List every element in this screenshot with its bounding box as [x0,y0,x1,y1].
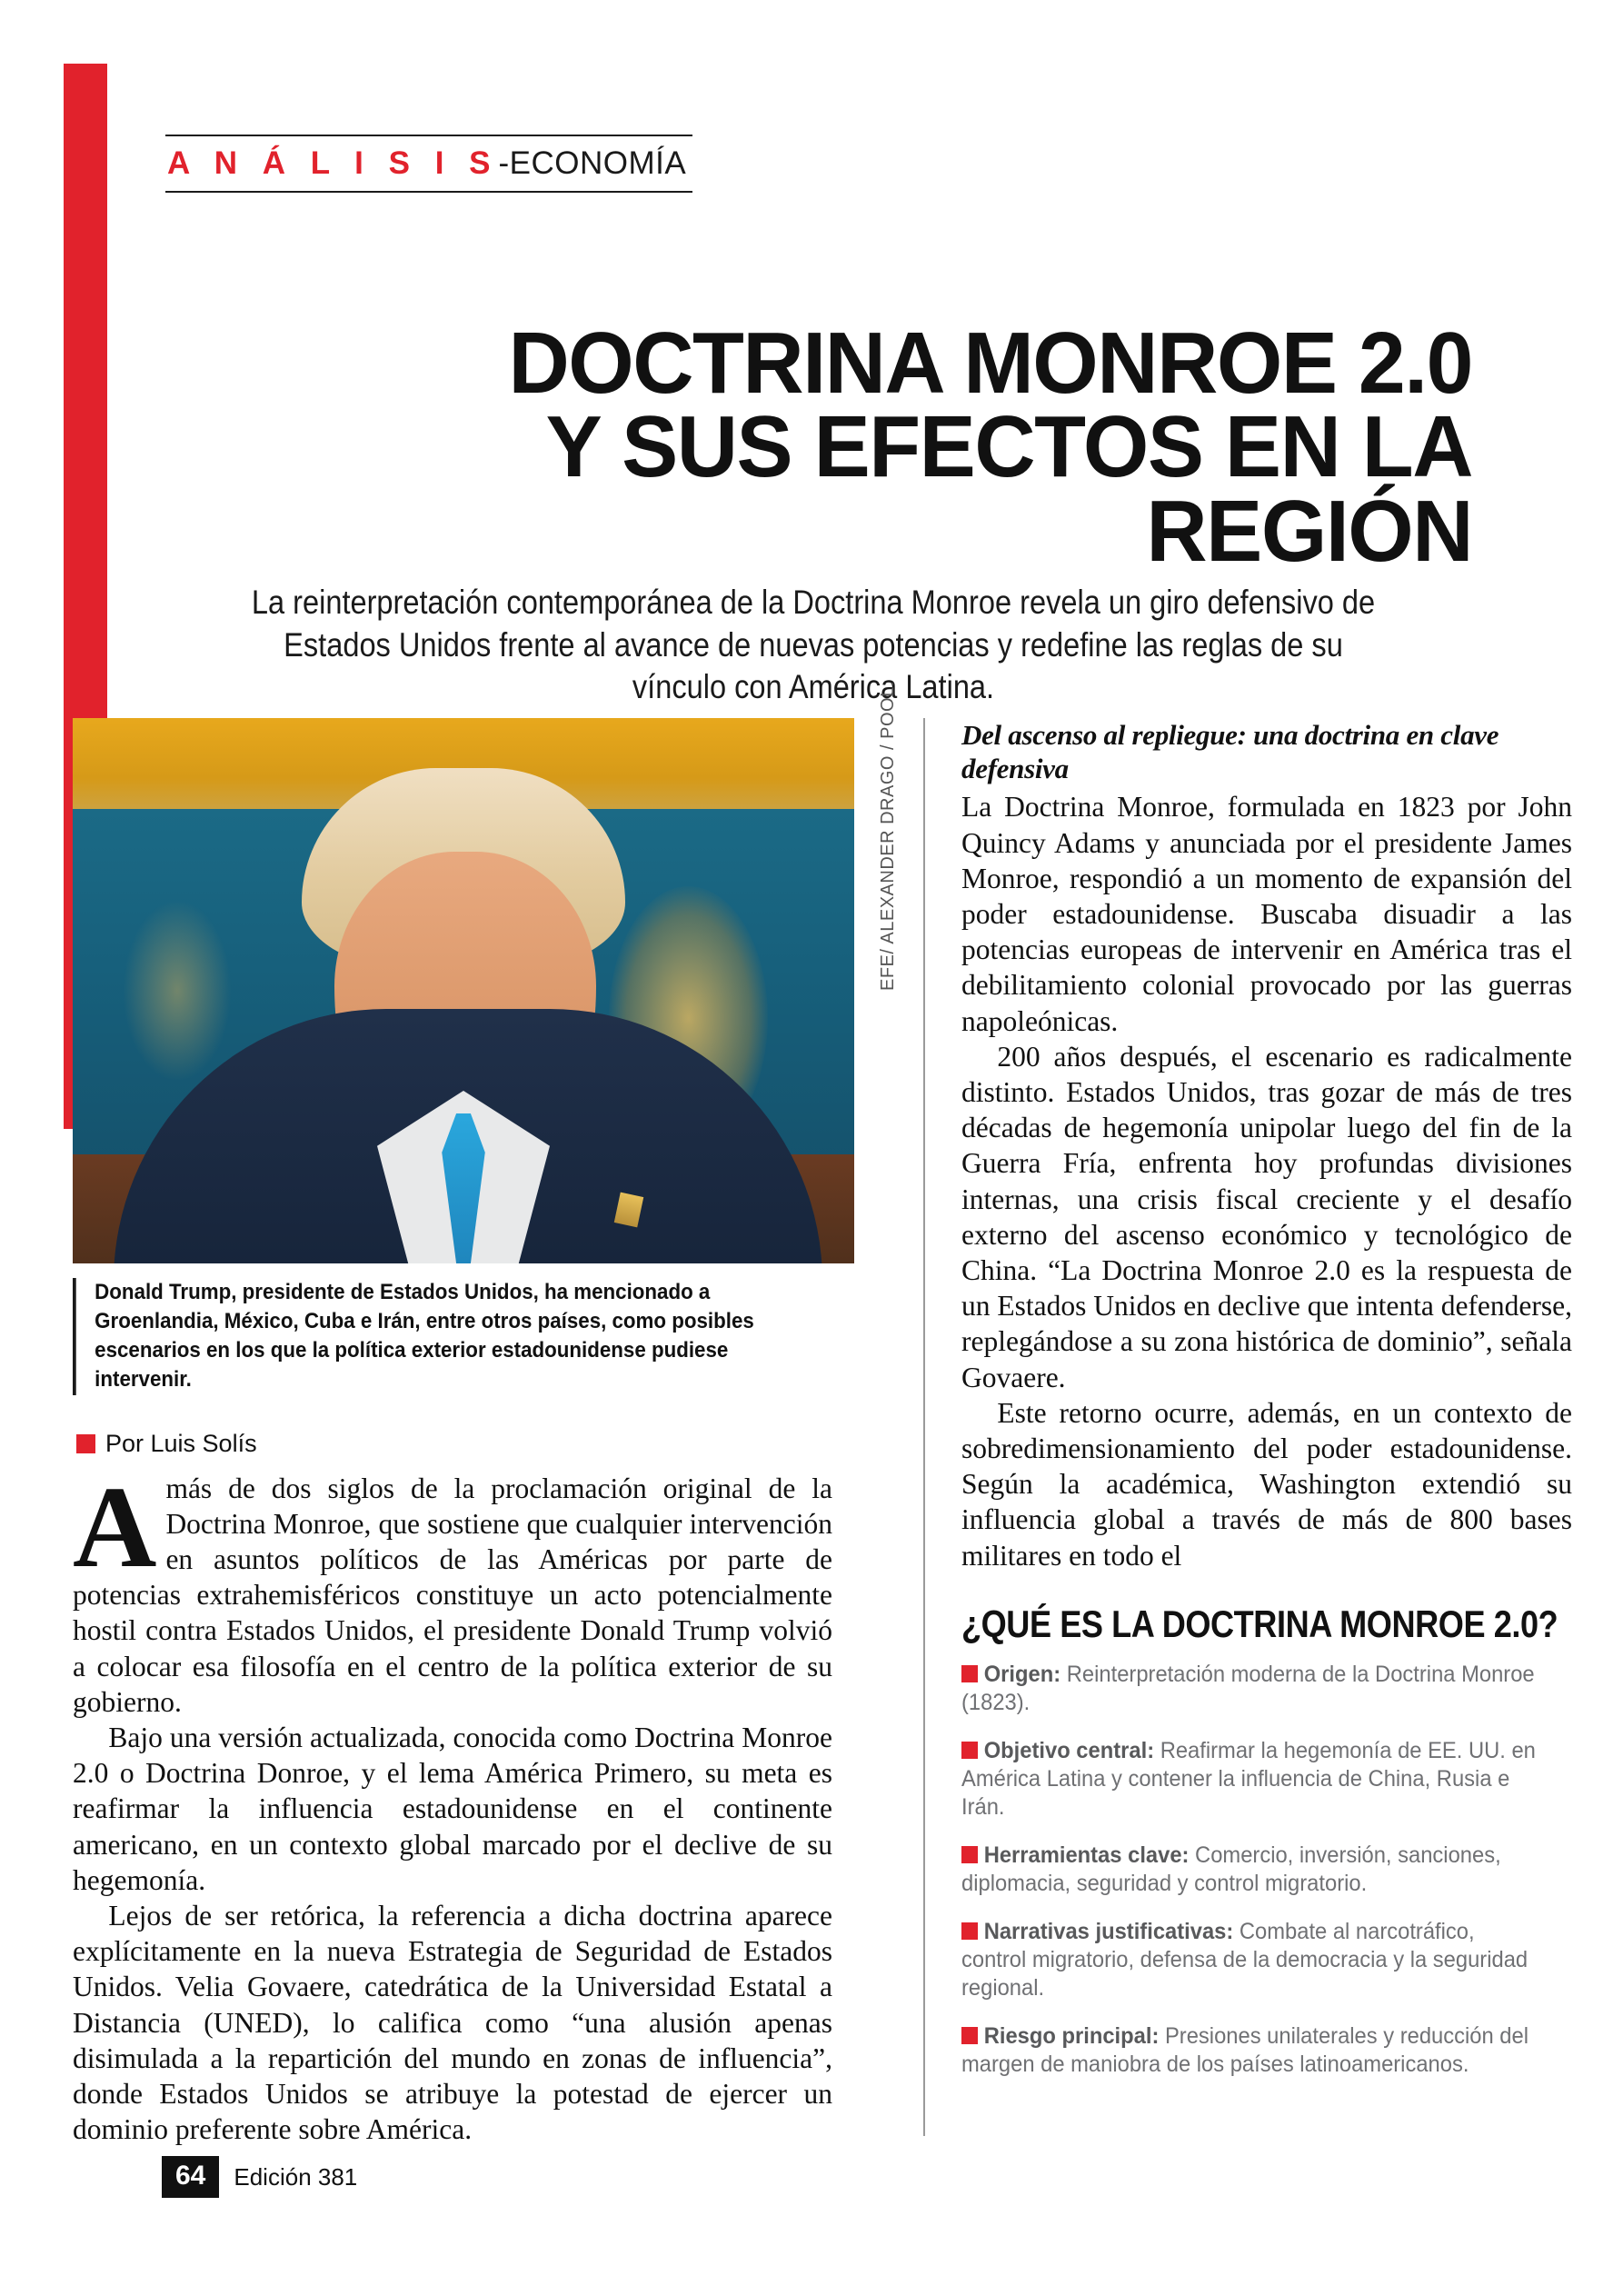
paragraph: Amás de dos siglos de la proclamación original de la Doctrina Monroe, que sostiene que cualquier intervención en asuntos políticos de las Américas por parte de potencias extrahemisféricos constituye un acto potencialmente hostil contra Estados Unidos, el presidente Donald Trump volvió a colocar esa filosofía en el centro de la política exterior de su gobierno. [73,1462,832,1718]
paragraph: Bajo una versión actualizada, conocida como Doctrina Monroe 2.0 o Doctrina Donroe, y el lema América Primero, su meta es reafirmar la influencia estadounidense en el continente americano, en un contexto global marcado por el declive de su hegemonía. [73,1722,832,1896]
sidebar-item [961,2022,1541,2079]
sidebar-item-text: Presiones unilaterales y reducción del margen de maniobra de los países latinoamericanos. [961,2022,1528,2077]
sidebar-item-text: Reafirmar la hegemonía de EE. UU. en América Latina y contener la influencia de China, Rusia e Irán. [961,1737,1536,1820]
article-photo [73,718,854,1263]
paragraph: La Doctrina Monroe, formulada en 1823 por John Quincy Adams y anunciada por el presidente James Monroe, respondió a un momento de expansión del poder estadounidense. Buscaba disuadir a las potencias europeas de intervenir en América tras el debilitamiento colonial provocado por las guerras napoleónicas. [961,791,1572,1037]
photo-bg-seal-left [123,900,232,1082]
red-square-icon [961,1665,978,1682]
right-column [961,718,1572,2099]
red-square-icon [961,2027,978,2044]
sidebar-item-text: Reinterpretación moderna de la Doctrina Monroe (1823). [961,1661,1535,1715]
page-number: 64 [162,2156,219,2198]
byline-author: Por Luis Solís [105,1429,257,1457]
left-column-body [73,1462,832,2148]
edition-label: Edición 381 [234,2162,358,2191]
red-square-icon [961,1846,978,1863]
left-column [73,681,900,2147]
byline [73,1430,900,1458]
sidebar-item-label: Origen: [983,1661,1061,1687]
sidebar-item-label: Riesgo principal: [983,2022,1160,2049]
headline-line-3: REGIÓN [1146,482,1472,580]
kicker-label-economia: -ECONOMÍA [498,145,687,181]
sidebar-title: ¿QUÉ ES LA DOCTRINA MONROE 2.0? [961,1602,1558,1645]
kicker-label-analisis: A N Á L I S I S [167,145,499,181]
page-footer [162,2156,357,2198]
sidebar-item-text: Comercio, inversión, sanciones, diplomacia, seguridad y control migratorio. [961,1842,1501,1896]
sidebar-item [961,1842,1541,1898]
photo-block [73,681,900,1263]
sidebar-box [961,1604,1572,2079]
headline-line-2: Y SUS EFECTOS EN LA [545,398,1472,496]
kicker-text [165,136,692,187]
red-square-icon [961,1922,978,1940]
column-divider [923,718,925,2136]
sidebar-item [961,1737,1541,1822]
sidebar-item-label: Objetivo central: [983,1737,1155,1763]
article-deck: La reinterpretación contemporánea de la Doctrina Monroe revela un giro defensivo de Estados Unidos frente al avance de nuevas potencias y redefine las reglas de su vínculo con América Latina. [251,584,1376,706]
right-column-body [961,789,1572,1572]
sidebar-item [961,1918,1541,2002]
section-kicker [165,135,692,193]
section-subhead: Del ascenso al repliegue: una doctrina en clave defensiva [961,719,1499,785]
photo-credit: EFE/ ALEXANDER DRAGO / POOL. [878,681,898,991]
paragraph: 200 años después, el escenario es radicalmente distinto. Estados Unidos, tras gozar de más de tres décadas de hegemonía unipolar luego del fin de la Guerra Fría, enfrenta hoy profundas divisiones internas, una crisis fiscal creciente y el desafío externo del ascenso económico y tecnológico de China. “La Doctrina Monroe 2.0 es la respuesta de un Estados Unidos en declive que intenta defenderse, replegándose a su zona histórica de dominio”, señala Govaere. [961,1040,1572,1393]
photo-caption: Donald Trump, presidente de Estados Unidos, ha mencionado a Groenlandia, México, Cuba e Irán, entre otros países, como posibles escenarios en los que la política exterior estadounidense pudiese intervenir. [73,1278,802,1395]
red-square-icon [76,1434,95,1453]
paragraph: Este retorno ocurre, además, en un contexto de sobredimensionamiento del poder estadounidense. Según la académica, Washington extendió su influencia global a través de más de 800 bases militares en todo el [961,1396,1572,1572]
sidebar-item [961,1661,1541,1717]
page-title [274,314,1472,580]
kicker-rule-bottom [165,191,692,193]
headline-line-1: DOCTRINA MONROE 2.0 [508,314,1472,413]
sidebar-item-label: Herramientas clave: [983,1842,1190,1868]
sidebar-item-label: Narrativas justificativas: [983,1918,1234,1944]
paragraph: Lejos de ser retórica, la referencia a dicha doctrina aparece explícitamente en la nueva Estrategia de Seguridad de Estados Unidos. Velia Govaere, catedrática de la Universidad Estatal a Distancia (UNED), lo califica como “una alusión apenas disimulada a la repartición del mundo en zonas de influencia”, donde Estados Unidos se atribuye la potestad de ejercer un dominio preferente sobre América. [73,1900,832,2146]
sidebar-item-text: Combate al narcotráfico, control migratorio, defensa de la democracia y la seguridad regional. [961,1918,1528,2001]
red-square-icon [961,1742,978,1759]
